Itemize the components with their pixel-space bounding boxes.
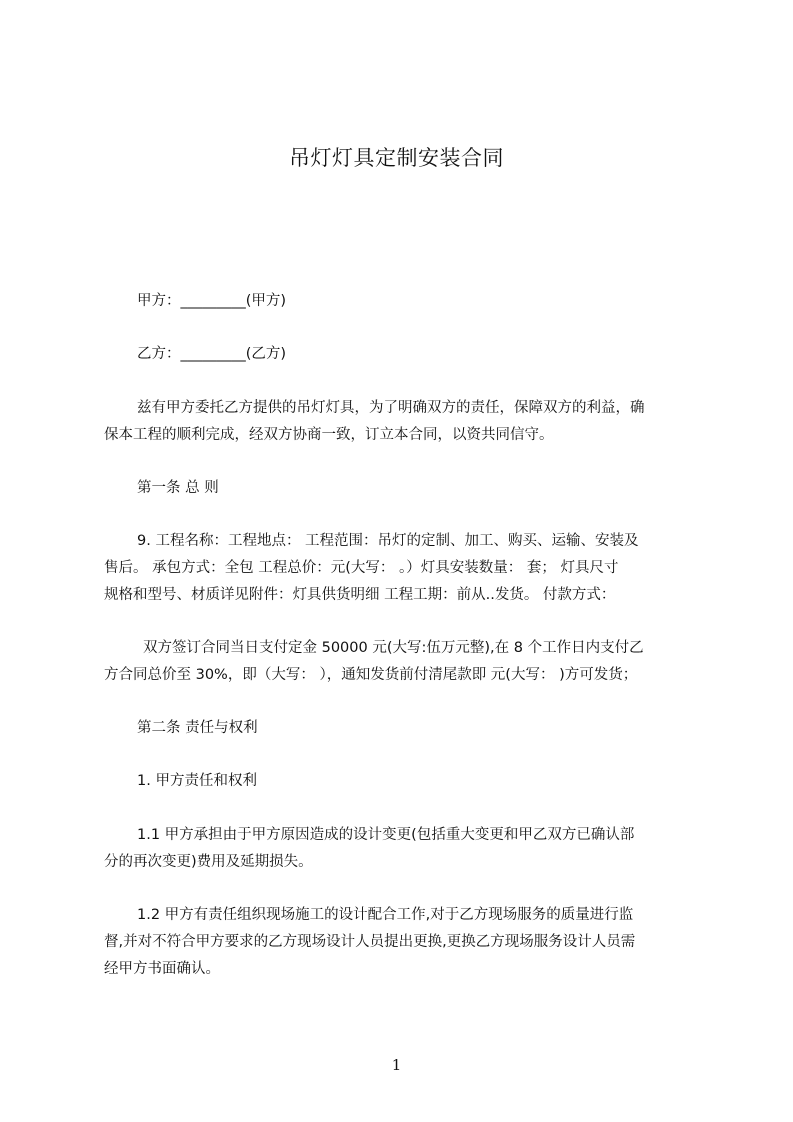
party-b-line: 乙方：_________(乙方) [137, 346, 287, 362]
clause-1-1-line-2: 分的再次变更)费用及延期损失。 [104, 854, 313, 870]
payment-line-2: 方合同总价至 30%，即（大写： ），通知发货前付清尾款即 元(大写： )方可发货； [104, 667, 638, 683]
preamble-line-1: 兹有甲方委托乙方提供的吊灯灯具，为了明确双方的责任，保障双方的利益，确 [137, 400, 645, 416]
article-2-heading: 第二条 责任与权利 [137, 720, 258, 736]
page-number: 1 [391, 1056, 402, 1074]
section-1-heading: 1. 甲方责任和权利 [137, 773, 257, 789]
clause-1-2-line-2: 督,并对不符合甲方要求的乙方现场设计人员提出更换,更换乙方现场服务设计人员需 [104, 934, 636, 950]
article-1-item-line-1: 9. 工程名称：工程地点： 工程范围：吊灯的定制、加工、购买、运输、安装及 [137, 533, 639, 549]
clause-1-2-line-3: 经甲方书面确认。 [104, 961, 220, 977]
document-title: 吊灯灯具定制安装合同 [289, 146, 504, 170]
article-1-item-line-3: 规格和型号、材质详见附件：灯具供货明细 工程工期：前从..发货。 付款方式： [104, 587, 616, 603]
clause-1-1-line-1: 1.1 甲方承担由于甲方原因造成的设计变更(包括重大变更和甲乙双方已确认部 [137, 827, 635, 843]
article-1-heading: 第一条 总 则 [137, 480, 219, 496]
article-1-item-line-2: 售后。 承包方式：全包 工程总价：元(大写： 。）灯具安装数量： 套； 灯具尺寸 [104, 560, 619, 576]
preamble-line-2: 保本工程的顺利完成，经双方协商一致，订立本合同，以资共同信守。 [104, 427, 554, 443]
clause-1-2-line-1: 1.2 甲方有责任组织现场施工的设计配合工作,对于乙方现场服务的质量进行监 [137, 907, 634, 923]
party-a-line: 甲方：_________(甲方) [137, 293, 287, 309]
payment-line-1: 双方签订合同当日支付定金 50000 元(大写:伍万元整),在 8 个工作日内支付乙 [143, 640, 644, 656]
